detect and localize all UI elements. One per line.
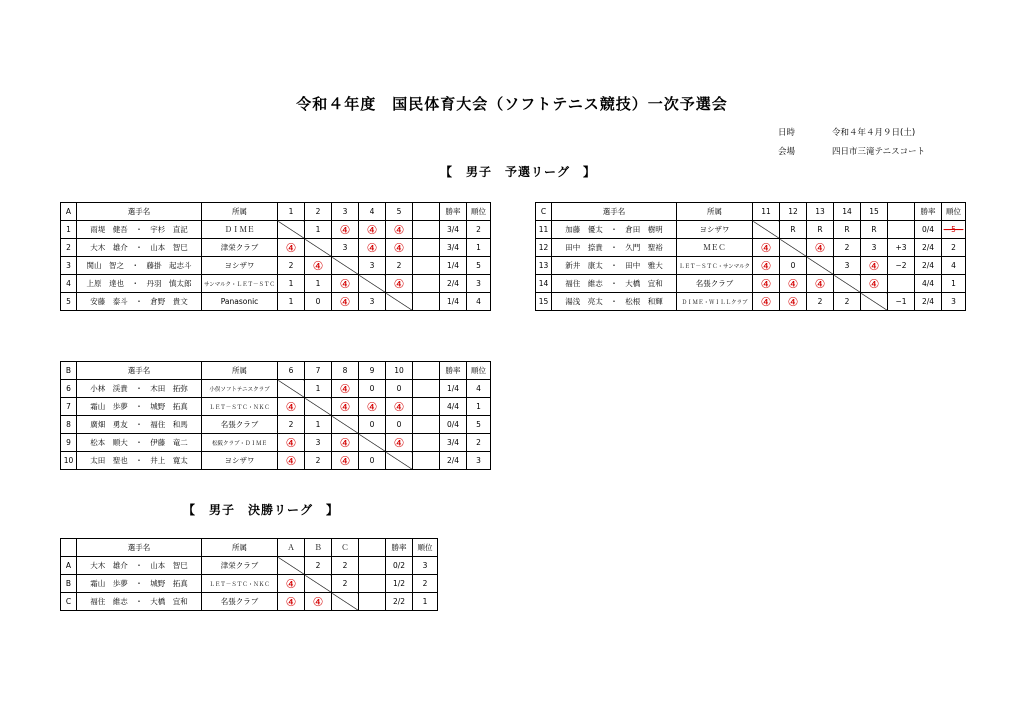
header-cell: 勝率 <box>440 203 467 221</box>
match-score-cell: ④ <box>278 398 305 416</box>
rank-cell: 5 <box>467 257 491 275</box>
rank-cell: 2 <box>467 221 491 239</box>
seed-cell: 14 <box>536 275 552 293</box>
match-score-cell: 2 <box>386 257 413 275</box>
table-header-row <box>61 362 491 380</box>
table-row <box>536 239 966 257</box>
seed-cell: 1 <box>61 221 77 239</box>
match-score-cell: ④ <box>278 593 305 611</box>
table-row <box>61 380 491 398</box>
table-row <box>536 221 966 239</box>
player-names-cell: 太田 聖也 ・ 井上 寛太 <box>77 452 202 470</box>
date-value: 令和４年４月９日(土) <box>832 128 916 138</box>
seed-cell: 7 <box>61 398 77 416</box>
table-header-row <box>536 203 966 221</box>
match-score-cell: ④ <box>359 239 386 257</box>
match-score-cell: 2 <box>305 452 332 470</box>
club-cell: 小俣ソフトテニスクラブ <box>202 380 278 398</box>
venue-value: 四日市三滝テニスコート <box>832 147 926 157</box>
rank-cell: 1 <box>467 239 491 257</box>
match-score-cell: 1 <box>305 221 332 239</box>
club-cell: 名張クラブ <box>202 593 278 611</box>
match-score-cell: 0 <box>359 380 386 398</box>
match-score-cell: ④ <box>332 452 359 470</box>
seed-cell: 15 <box>536 293 552 311</box>
table-row <box>61 575 438 593</box>
table-cell <box>413 416 440 434</box>
player-names-cell: 小林 渓貴 ・ 木田 拓弥 <box>77 380 202 398</box>
table-cell: 2/2 <box>386 593 413 611</box>
match-score-cell: ④ <box>386 398 413 416</box>
match-score-cell: ④ <box>386 239 413 257</box>
match-score-cell: 3 <box>332 239 359 257</box>
match-score-cell: ④ <box>386 221 413 239</box>
rank-cell: 1 <box>942 275 966 293</box>
table-cell <box>413 221 440 239</box>
rank-cell: 1 <box>413 593 438 611</box>
table-cell <box>413 380 440 398</box>
header-cell: Ｂ <box>305 539 332 557</box>
match-score-cell: 1 <box>278 275 305 293</box>
table-cell: −1 <box>888 293 915 311</box>
table-cell: 4/4 <box>440 398 467 416</box>
match-score-cell: 1 <box>305 275 332 293</box>
seed-cell: 8 <box>61 416 77 434</box>
header-cell: 順位 <box>467 203 491 221</box>
seed-cell: 9 <box>61 434 77 452</box>
player-names-cell: 廣畑 勇友 ・ 福住 和馬 <box>77 416 202 434</box>
match-score-cell: ④ <box>753 239 780 257</box>
match-score-cell: ④ <box>332 434 359 452</box>
club-cell: ＭＥＣ <box>677 239 753 257</box>
league-table-b <box>60 361 491 470</box>
player-names-cell: 加藤 優太 ・ 倉田 樹明 <box>552 221 677 239</box>
player-names-cell: 湯浅 亮太 ・ 松根 和輝 <box>552 293 677 311</box>
match-score-cell: 0 <box>780 257 807 275</box>
match-score-cell: R <box>834 221 861 239</box>
match-score-cell: ④ <box>332 293 359 311</box>
header-cell: 勝率 <box>915 203 942 221</box>
table-cell: 2/4 <box>915 239 942 257</box>
club-cell: 津栄クラブ <box>202 239 278 257</box>
header-cell: C <box>536 203 552 221</box>
table-row <box>536 257 966 275</box>
table-cell: 1/4 <box>440 380 467 398</box>
section-heading-prelim: 【 男子 予選リーグ 】 <box>440 165 597 179</box>
table-row <box>61 275 491 293</box>
club-cell: ヨシザワ <box>202 452 278 470</box>
rank-cell: 4 <box>467 380 491 398</box>
table-row <box>61 398 491 416</box>
rank-cell: 4 <box>942 257 966 275</box>
header-cell <box>61 539 77 557</box>
header-cell: 12 <box>780 203 807 221</box>
match-score-cell: R <box>780 221 807 239</box>
match-score-cell: ④ <box>278 575 305 593</box>
header-cell <box>413 362 440 380</box>
match-score-cell: ④ <box>305 593 332 611</box>
section-heading-final: 【 男子 決勝リーグ 】 <box>183 503 340 517</box>
table-cell: 2/4 <box>440 275 467 293</box>
table-cell: −2 <box>888 257 915 275</box>
match-score-cell: ④ <box>807 275 834 293</box>
club-cell: ＬＥＴ－ＳＴＣ・ＮＫＣ <box>202 575 278 593</box>
match-score-cell: 3 <box>834 257 861 275</box>
match-score-cell: ④ <box>278 239 305 257</box>
player-names-cell: 福住 維志 ・ 大橋 宜和 <box>552 275 677 293</box>
self-match-cell <box>278 221 305 239</box>
match-score-cell: ④ <box>861 275 888 293</box>
header-cell: B <box>61 362 77 380</box>
player-names-cell: 田中 捺貴 ・ 久門 聖裕 <box>552 239 677 257</box>
match-score-cell: 0 <box>359 416 386 434</box>
table-row <box>61 593 438 611</box>
table-row <box>61 221 491 239</box>
player-names-cell: 上原 達也 ・ 丹羽 慎太郎 <box>77 275 202 293</box>
self-match-cell <box>753 221 780 239</box>
match-score-cell: 1 <box>305 380 332 398</box>
player-names-cell: 安藤 泰斗 ・ 倉野 貴文 <box>77 293 202 311</box>
header-cell: 11 <box>753 203 780 221</box>
player-names-cell: 松本 順大 ・ 伊藤 竜二 <box>77 434 202 452</box>
table-cell: 2/4 <box>440 452 467 470</box>
table-header-row <box>61 203 491 221</box>
header-cell <box>359 539 386 557</box>
seed-cell: 11 <box>536 221 552 239</box>
table-row <box>61 416 491 434</box>
match-score-cell: ④ <box>332 275 359 293</box>
club-cell: ＬＥＴ－ＳＴＣ・ＮＫＣ <box>202 398 278 416</box>
match-score-cell: R <box>807 221 834 239</box>
match-score-cell: ④ <box>332 380 359 398</box>
header-cell <box>888 203 915 221</box>
match-score-cell: 2 <box>278 416 305 434</box>
player-names-cell: 霜山 歩夢 ・ 城野 拓真 <box>77 575 202 593</box>
match-score-cell: 0 <box>386 380 413 398</box>
match-score-cell: ④ <box>386 434 413 452</box>
table-cell <box>888 275 915 293</box>
match-score-cell: ④ <box>305 257 332 275</box>
page-title: 令和４年度 国民体育大会（ソフトテニス競技）一次予選会 <box>296 95 728 113</box>
table-cell <box>359 557 386 575</box>
club-cell: 松阪クラブ・ＤＩＭＥ <box>202 434 278 452</box>
self-match-cell <box>834 275 861 293</box>
header-cell: Ａ <box>278 539 305 557</box>
match-score-cell: 0 <box>359 452 386 470</box>
player-names-cell: 霜山 歩夢 ・ 城野 拓真 <box>77 398 202 416</box>
self-match-cell <box>278 557 305 575</box>
header-cell: 4 <box>359 203 386 221</box>
rank-cell: 1 <box>467 398 491 416</box>
self-match-cell <box>359 275 386 293</box>
rank-cell: 3 <box>467 275 491 293</box>
club-cell: ヨシザワ <box>202 257 278 275</box>
player-names-cell: 新井 康太 ・ 田中 雅大 <box>552 257 677 275</box>
player-names-cell: 大木 雄介 ・ 山本 智巳 <box>77 557 202 575</box>
match-score-cell: 2 <box>834 239 861 257</box>
self-match-cell <box>359 434 386 452</box>
header-cell: 13 <box>807 203 834 221</box>
table-cell: 3/4 <box>440 239 467 257</box>
match-score-cell: ④ <box>861 257 888 275</box>
player-names-cell: 大木 雄介 ・ 山本 智巳 <box>77 239 202 257</box>
header-cell: 順位 <box>467 362 491 380</box>
table-row <box>61 239 491 257</box>
table-row <box>61 452 491 470</box>
header-cell: Ｃ <box>332 539 359 557</box>
seed-cell: 4 <box>61 275 77 293</box>
date-line <box>778 126 915 138</box>
table-row <box>61 257 491 275</box>
self-match-cell <box>332 416 359 434</box>
league-table-a <box>60 202 491 311</box>
venue-label: 会場 <box>778 147 796 157</box>
seed-cell: B <box>61 575 77 593</box>
club-cell: ヨシザワ <box>677 221 753 239</box>
header-cell: 所属 <box>202 362 278 380</box>
header-cell: 選手名 <box>77 539 202 557</box>
header-cell: 7 <box>305 362 332 380</box>
rank-cell: 3 <box>413 557 438 575</box>
table-cell: 1/4 <box>440 257 467 275</box>
table-row <box>61 434 491 452</box>
match-score-cell: ④ <box>278 434 305 452</box>
table-cell: 1/4 <box>440 293 467 311</box>
header-cell: 6 <box>278 362 305 380</box>
header-cell: 3 <box>332 203 359 221</box>
table-cell <box>413 398 440 416</box>
match-score-cell: ④ <box>753 293 780 311</box>
table-cell <box>413 257 440 275</box>
player-names-cell: 関山 智之 ・ 藤掛 起志斗 <box>77 257 202 275</box>
table-cell <box>888 221 915 239</box>
club-cell: ＬＥＴ－ＳＴＣ・サンマルク <box>677 257 753 275</box>
self-match-cell <box>305 239 332 257</box>
table-cell: 1/2 <box>386 575 413 593</box>
table-cell <box>413 434 440 452</box>
player-names-cell: 福住 維志 ・ 大橋 宜和 <box>77 593 202 611</box>
table-cell: 2/4 <box>915 293 942 311</box>
match-score-cell: 0 <box>386 416 413 434</box>
table-cell: 3/4 <box>440 434 467 452</box>
seed-cell: 5 <box>61 293 77 311</box>
seed-cell: 2 <box>61 239 77 257</box>
header-cell: 勝率 <box>386 539 413 557</box>
rank-cell: 4 <box>467 293 491 311</box>
header-cell: 所属 <box>202 539 278 557</box>
match-score-cell: 3 <box>359 293 386 311</box>
table-cell <box>359 593 386 611</box>
table-cell: 2/4 <box>915 257 942 275</box>
struck-rank: —5— <box>943 225 964 234</box>
rank-cell: 2 <box>467 434 491 452</box>
table-cell: 0/2 <box>386 557 413 575</box>
club-cell: ＤＩＭＥ <box>202 221 278 239</box>
match-score-cell: ④ <box>332 221 359 239</box>
club-cell: サンマルク・ＬＥＴ－ＳＴＣ <box>202 275 278 293</box>
header-cell: 所属 <box>677 203 753 221</box>
match-score-cell: 0 <box>305 293 332 311</box>
league-table-c <box>535 202 966 311</box>
match-score-cell: 1 <box>278 293 305 311</box>
club-cell: Panasonic <box>202 293 278 311</box>
table-cell: 3/4 <box>440 221 467 239</box>
rank-cell: 2 <box>413 575 438 593</box>
seed-cell: 13 <box>536 257 552 275</box>
self-match-cell <box>807 257 834 275</box>
self-match-cell <box>332 593 359 611</box>
seed-cell: 12 <box>536 239 552 257</box>
table-row <box>61 557 438 575</box>
header-cell: 2 <box>305 203 332 221</box>
header-cell: 10 <box>386 362 413 380</box>
match-score-cell: 2 <box>834 293 861 311</box>
header-cell: 選手名 <box>77 203 202 221</box>
club-cell: ＤＩＭＥ・ＷＩＬＬクラブ <box>677 293 753 311</box>
header-cell: 1 <box>278 203 305 221</box>
match-score-cell: 2 <box>332 557 359 575</box>
rank-cell: 3 <box>467 452 491 470</box>
header-cell: 勝率 <box>440 362 467 380</box>
club-cell: 津栄クラブ <box>202 557 278 575</box>
seed-cell: 10 <box>61 452 77 470</box>
header-cell: 順位 <box>942 203 966 221</box>
table-cell: +3 <box>888 239 915 257</box>
table-cell: 0/4 <box>915 221 942 239</box>
venue-line <box>778 145 925 157</box>
header-cell: 9 <box>359 362 386 380</box>
match-score-cell: ④ <box>359 221 386 239</box>
header-cell: 15 <box>861 203 888 221</box>
seed-cell: C <box>61 593 77 611</box>
self-match-cell <box>305 398 332 416</box>
table-header-row <box>61 539 438 557</box>
match-score-cell: 2 <box>278 257 305 275</box>
match-score-cell: ④ <box>753 257 780 275</box>
header-cell: 14 <box>834 203 861 221</box>
table-cell <box>359 575 386 593</box>
rank-cell: 5 <box>467 416 491 434</box>
header-cell: 5 <box>386 203 413 221</box>
match-score-cell: ④ <box>807 239 834 257</box>
self-match-cell <box>386 452 413 470</box>
match-score-cell: 2 <box>807 293 834 311</box>
match-score-cell: 3 <box>359 257 386 275</box>
seed-cell: A <box>61 557 77 575</box>
header-cell: 順位 <box>413 539 438 557</box>
self-match-cell <box>780 239 807 257</box>
header-cell: 選手名 <box>77 362 202 380</box>
seed-cell: 3 <box>61 257 77 275</box>
header-cell: 選手名 <box>552 203 677 221</box>
match-score-cell: ④ <box>278 452 305 470</box>
table-cell: 0/4 <box>440 416 467 434</box>
date-label: 日時 <box>778 128 796 138</box>
rank-cell <box>942 221 966 239</box>
match-score-cell: ④ <box>332 398 359 416</box>
rank-cell: 2 <box>942 239 966 257</box>
match-score-cell: 2 <box>305 557 332 575</box>
header-cell: 所属 <box>202 203 278 221</box>
rank-cell: 3 <box>942 293 966 311</box>
table-cell <box>413 293 440 311</box>
match-score-cell: ④ <box>386 275 413 293</box>
match-score-cell: 1 <box>305 416 332 434</box>
table-cell: 4/4 <box>915 275 942 293</box>
self-match-cell <box>861 293 888 311</box>
self-match-cell <box>386 293 413 311</box>
header-cell: A <box>61 203 77 221</box>
final-league-table <box>60 538 438 611</box>
match-score-cell: ④ <box>359 398 386 416</box>
match-score-cell: 2 <box>332 575 359 593</box>
match-score-cell: ④ <box>780 293 807 311</box>
club-cell: 名張クラブ <box>677 275 753 293</box>
self-match-cell <box>278 380 305 398</box>
match-score-cell: R <box>861 221 888 239</box>
table-cell <box>413 275 440 293</box>
header-cell <box>413 203 440 221</box>
header-cell: 8 <box>332 362 359 380</box>
match-score-cell: 3 <box>861 239 888 257</box>
table-row <box>536 293 966 311</box>
player-names-cell: 雨堤 健吾 ・ 宇杉 直記 <box>77 221 202 239</box>
self-match-cell <box>332 257 359 275</box>
self-match-cell <box>305 575 332 593</box>
table-cell <box>413 239 440 257</box>
match-score-cell: 3 <box>305 434 332 452</box>
seed-cell: 6 <box>61 380 77 398</box>
table-cell <box>413 452 440 470</box>
match-score-cell: ④ <box>780 275 807 293</box>
match-score-cell: ④ <box>753 275 780 293</box>
table-row <box>536 275 966 293</box>
club-cell: 名張クラブ <box>202 416 278 434</box>
table-row <box>61 293 491 311</box>
